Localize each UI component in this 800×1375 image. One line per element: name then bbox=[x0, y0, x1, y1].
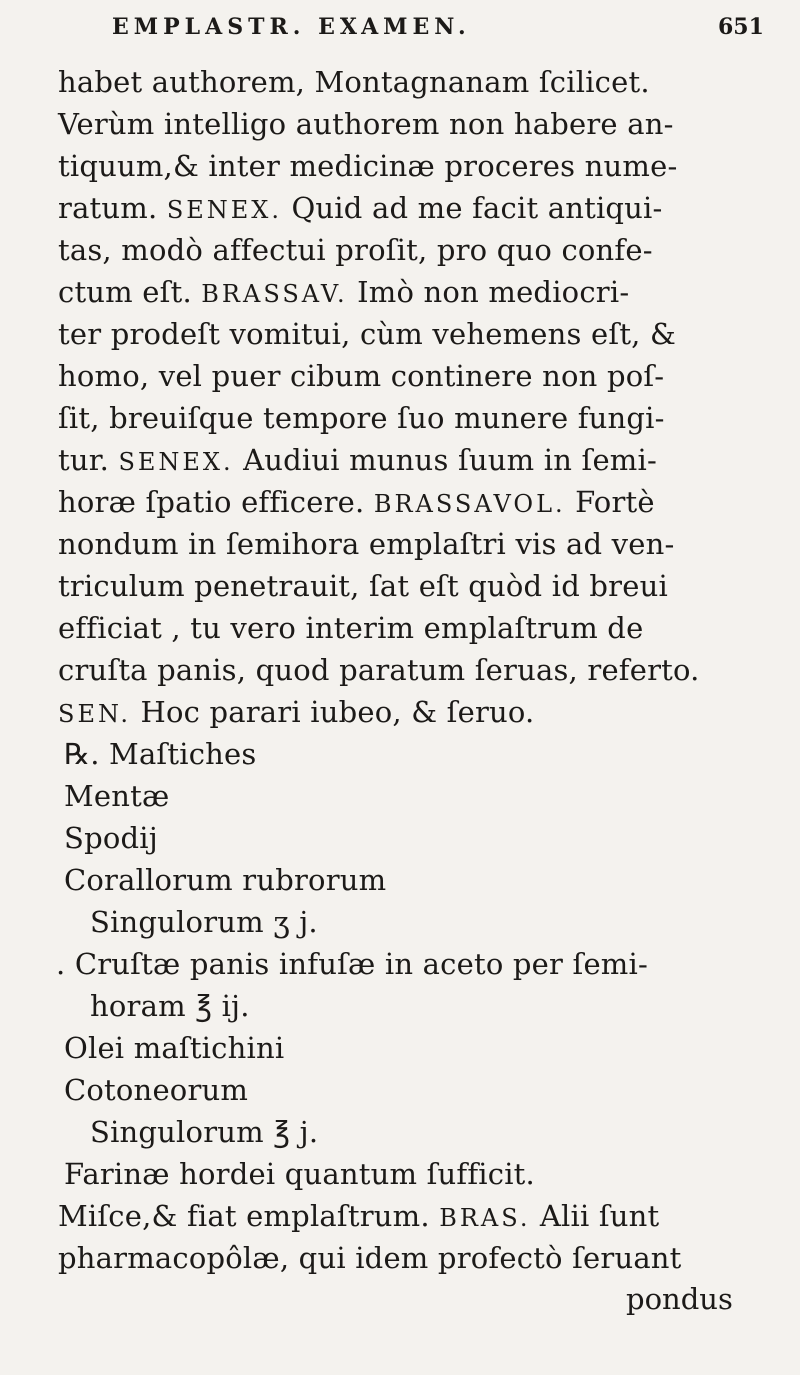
speaker-brassav: BRASSAV. bbox=[201, 280, 348, 308]
recipe-line-2: Mentæ bbox=[64, 779, 170, 813]
text-segment: Miſce,& fiat emplaſtrum. bbox=[58, 1199, 430, 1233]
text-segment: Quid ad me facit antiqui- bbox=[291, 191, 663, 225]
speaker-senex: SENEX. bbox=[118, 448, 234, 476]
recipe-line-1 bbox=[64, 734, 256, 774]
text-segment: Fortè bbox=[575, 485, 655, 519]
text-line-6 bbox=[58, 272, 629, 314]
closing-line-2: pharmacopôlæ, qui idem profectò ſeruant bbox=[58, 1241, 682, 1275]
text-segment: horæ ſpatio efficere. bbox=[58, 485, 365, 519]
text-line-4 bbox=[58, 188, 663, 230]
text-line-3: tiquum,& inter medicinæ proceres nume- bbox=[58, 149, 678, 183]
speaker-sen: SEN. bbox=[58, 700, 132, 728]
recipe-item: Maſtiches bbox=[109, 737, 257, 771]
text-line-12: nondum in ſemihora emplaſtri vis ad ven- bbox=[58, 527, 675, 561]
closing-line-1 bbox=[58, 1196, 659, 1238]
text-line-16 bbox=[58, 692, 534, 734]
text-segment: Alii ſunt bbox=[539, 1199, 660, 1233]
recipe-line-5: Singulorum ʒ j. bbox=[90, 905, 318, 939]
recipe-symbol: ℞. bbox=[64, 737, 100, 771]
text-line-9: ſit, breuiſque tempore ſuo munere fungi- bbox=[58, 401, 665, 435]
recipe-line-7: horam ℥ ij. bbox=[90, 989, 250, 1023]
text-line-10 bbox=[58, 440, 657, 482]
recipe-line-9: Cotoneorum bbox=[64, 1073, 249, 1107]
speaker-brassavol: BRASSAVOL. bbox=[373, 490, 566, 518]
recipe-line-11: Farinæ hordei quantum ſufficit. bbox=[64, 1157, 535, 1191]
text-line-8: homo, vel puer cibum continere non poſ- bbox=[58, 359, 665, 393]
text-line-13: triculum penetrauit, ſat eſt quòd id breui bbox=[58, 569, 668, 603]
text-segment: ctum eſt. bbox=[58, 275, 192, 309]
text-line-14: efficiat , tu vero interim emplaſtrum de bbox=[58, 611, 644, 645]
recipe-line-6: . Cruſtæ panis infuſæ in aceto per ſemi- bbox=[56, 947, 648, 981]
text-line-7: ter prodeſt vomitui, cùm vehemens eſt, & bbox=[58, 317, 677, 351]
text-line-2: Verùm intelligo authorem non habere an- bbox=[58, 107, 674, 141]
running-title: EMPLASTR. EXAMEN. bbox=[112, 14, 471, 40]
recipe-line-8: Olei maſtichini bbox=[64, 1031, 285, 1065]
text-segment: ratum. bbox=[58, 191, 158, 225]
page-number: 651 bbox=[718, 14, 764, 40]
speaker-bras: BRAS. bbox=[439, 1204, 531, 1232]
recipe-line-10: Singulorum ℥ j. bbox=[90, 1115, 319, 1149]
text-line-15: cruſta panis, quod paratum ſeruas, referto. bbox=[58, 653, 700, 687]
text-line-1: habet authorem, Montagnanam ſcilicet. bbox=[58, 65, 650, 99]
text-segment: Hoc parari iubeo, & ſeruo. bbox=[140, 695, 535, 729]
text-segment: Audiui munus ſuum in ſemi- bbox=[243, 443, 657, 477]
text-line-5: tas, modò affectui proſit, pro quo confe- bbox=[58, 233, 653, 267]
text-segment: Imò non mediocri- bbox=[357, 275, 630, 309]
recipe-line-4: Corallorum rubrorum bbox=[64, 863, 387, 897]
catchword: pondus bbox=[626, 1282, 733, 1316]
text-line-11 bbox=[58, 482, 655, 524]
speaker-senex: SENEX. bbox=[166, 196, 283, 224]
recipe-line-3: Spodij bbox=[64, 821, 158, 855]
text-segment: tur. bbox=[58, 443, 110, 477]
